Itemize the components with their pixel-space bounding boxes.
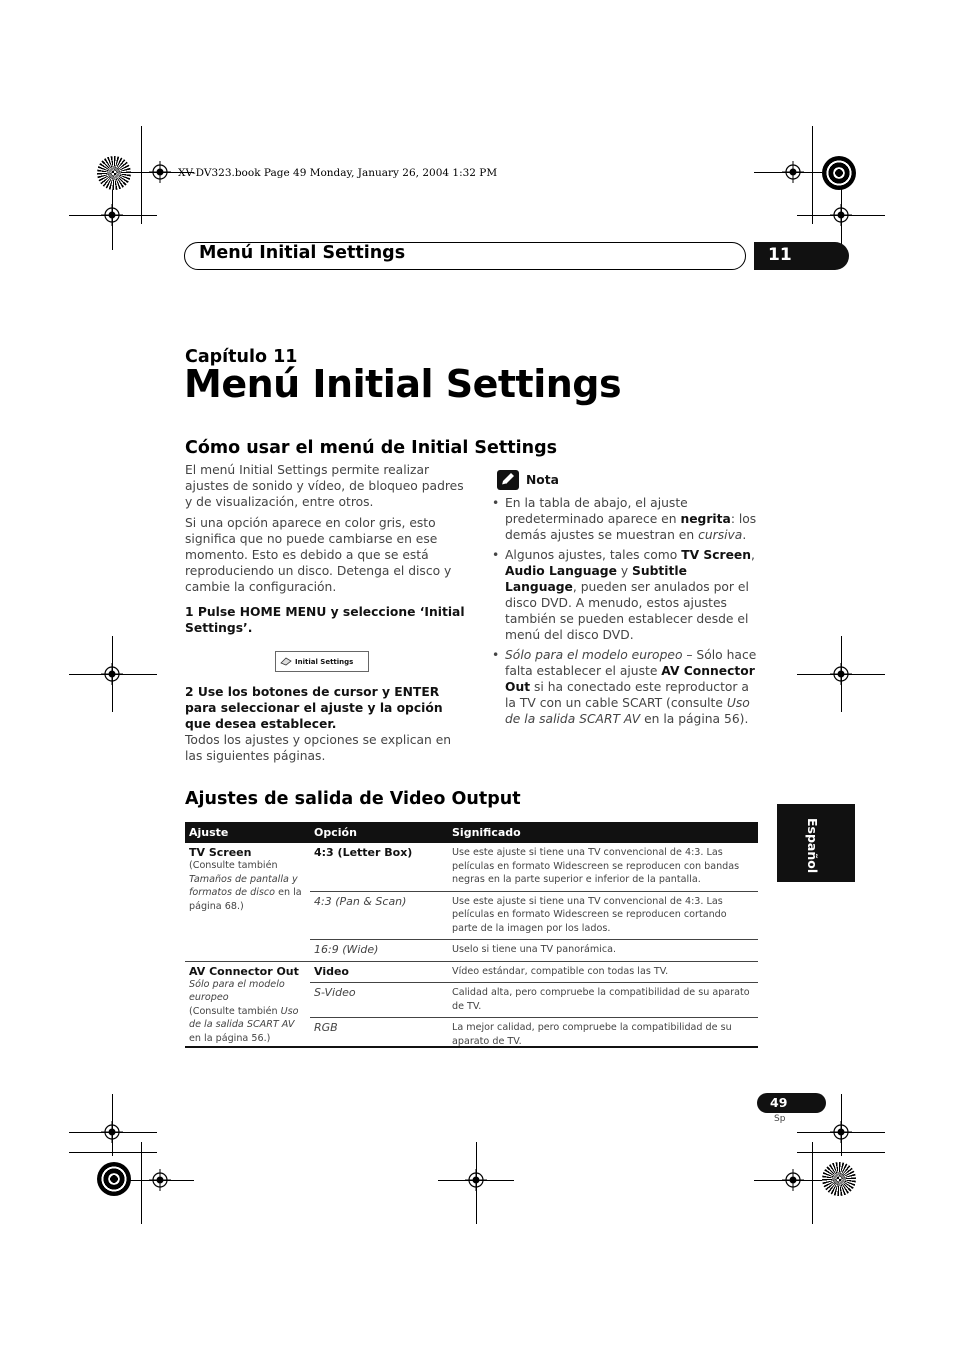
meaning-cell: Use este ajuste si tiene una TV convencional de 4:3. Las películas en formato Widescreen se reproducen con bandas negras en la parte superior e inferior de la pantalla. xyxy=(448,843,758,891)
setting-note: (Consulte también Tamaños de pantalla y formatos de disco en la página 68.) xyxy=(189,860,302,912)
meaning-cell: La mejor calidad, pero compruebe la compatibilidad de su aparato de TV. xyxy=(452,1022,732,1047)
header-title: Menú Initial Settings xyxy=(199,243,406,263)
registration-rosette-icon xyxy=(822,156,856,190)
table-row xyxy=(185,961,758,983)
column-header: Significado xyxy=(448,822,758,843)
note-item: • En la tabla de abajo, el ajuste predeterminado aparece en negrita: los demás ajustes se muestran en cursiva. xyxy=(492,495,760,543)
crosshair-mark-icon xyxy=(149,161,171,183)
option-cell: 4:3 (Letter Box) xyxy=(310,843,448,891)
registration-rosette-icon xyxy=(97,156,131,190)
setting-name: TV Screen xyxy=(189,846,252,859)
section-title-video-output: Ajustes de salida de Video Output xyxy=(185,789,521,809)
step-1: 1 Pulse HOME MENU y seleccione ‘Initial Settings’. xyxy=(185,605,465,635)
registration-rosette-icon xyxy=(97,1162,131,1196)
column-header: Ajuste xyxy=(185,822,310,843)
book-file-line: XV-DV323.book Page 49 Monday, January 26, 2004 1:32 PM xyxy=(178,167,498,179)
option-cell: RGB xyxy=(314,1021,338,1034)
option-cell: Video xyxy=(310,961,448,983)
table-bottom-rule xyxy=(185,1046,758,1048)
grey-option-paragraph: Si una opción aparece en color gris, esto significa que no puede cambiarse en ese momento. Esto es debido a que se está reproduciendo un disco. Detenga el disco y cambie la configuración. xyxy=(185,516,452,594)
crosshair-mark-icon xyxy=(101,663,123,685)
option-cell: S-Video xyxy=(310,983,448,1018)
crosshair-mark-icon xyxy=(101,204,123,226)
crosshair-mark-icon xyxy=(782,1169,804,1191)
meaning-cell: Vídeo estándar, compatible con todas las TV. xyxy=(448,961,758,983)
setting-name: AV Connector Out xyxy=(189,964,299,978)
language-side-tab xyxy=(777,804,855,882)
crosshair-mark-icon xyxy=(830,204,852,226)
chapter-number: 11 xyxy=(768,245,792,265)
page-number: 49 xyxy=(770,1095,788,1110)
language-label: Español xyxy=(805,818,820,874)
crosshair-mark-icon xyxy=(830,663,852,685)
meaning-cell: Uselo si tiene una TV panorámica. xyxy=(448,940,758,962)
initial-settings-menu-item xyxy=(275,651,369,672)
option-cell: 4:3 (Pan & Scan) xyxy=(310,891,448,940)
menu-item-label: Initial Settings xyxy=(295,658,354,666)
menu-item-icon xyxy=(280,657,292,666)
note-list xyxy=(492,495,760,731)
note-item: • Algunos ajustes, tales como TV Screen, Audio Language y Subtitle Language, pueden ser anulados por el disco DVD. A menudo, estos ajustes también se pueden establecer desde el menú del disco DVD. xyxy=(492,547,760,643)
meaning-cell: Use este ajuste si tiene una TV convencional de 4:3. Las películas en formato Widescreen se reproducen cortando parte de la imagen por los lados. xyxy=(448,891,758,940)
page-language-code: Sp xyxy=(774,1114,786,1124)
option-cell: 16:9 (Wide) xyxy=(310,940,448,962)
intro-paragraph: El menú Initial Settings permite realizar ajustes de sonido y vídeo, de bloqueo padres y de visualización, entre otros. xyxy=(185,463,464,509)
registration-rosette-icon xyxy=(822,1162,856,1196)
note-label: Nota xyxy=(526,473,559,487)
setting-note: Sólo para el modelo europeo (Consulte también Uso de la salida SCART AV en la página 56.) xyxy=(189,978,299,1044)
video-output-table xyxy=(185,822,758,1052)
page-title: Menú Initial Settings xyxy=(184,362,622,406)
section-title-usage: Cómo usar el menú de Initial Settings xyxy=(185,438,558,458)
setting-cell xyxy=(185,961,310,1052)
crosshair-mark-icon xyxy=(101,1121,123,1143)
table-row xyxy=(185,843,758,891)
crosshair-mark-icon xyxy=(830,1121,852,1143)
step-2: 2 Use los botones de cursor y ENTER para seleccionar el ajuste y la opción que desea establecer. xyxy=(185,685,443,731)
chapter-number-badge xyxy=(754,242,849,270)
table-header-row xyxy=(185,822,758,843)
page-number-badge xyxy=(757,1093,826,1113)
note-item: • Sólo para el modelo europeo – Sólo hace falta establecer el ajuste AV Connector Out si ha conectado este reproductor a la TV con un cable SCART (consulte Uso de la salida SCART AV en la página 56). xyxy=(492,647,760,727)
crosshair-mark-icon xyxy=(465,1169,487,1191)
pencil-note-icon xyxy=(497,470,519,490)
crosshair-mark-icon xyxy=(782,161,804,183)
column-header: Opción xyxy=(310,822,448,843)
step-2-text: Todos los ajustes y opciones se explican en las siguientes páginas. xyxy=(185,733,452,763)
crosshair-mark-icon xyxy=(149,1169,171,1191)
setting-cell xyxy=(185,843,310,961)
chapter-label: Capítulo 11 xyxy=(185,347,298,367)
meaning-cell: Calidad alta, pero compruebe la compatibilidad de su aparato de TV. xyxy=(448,983,758,1018)
